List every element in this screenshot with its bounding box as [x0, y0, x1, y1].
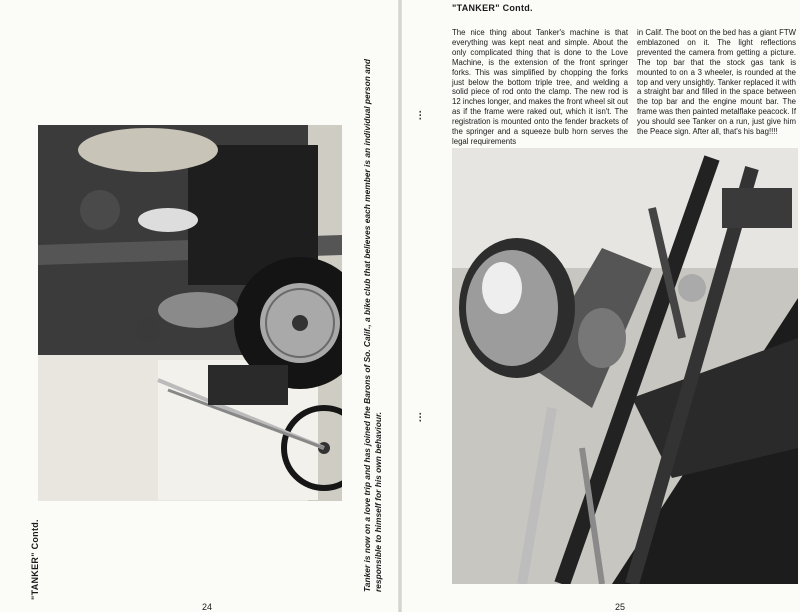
right-page-number: 25 [615, 602, 626, 612]
article-column-2: in Calif. The boot on the bed has a giant FTW emblazoned on it. The light reflections prevented the camera from getting a picture. The top bar that the stock gas tank is mounted to on a 3 wheeler, is rounded at the top and very unsightly. Tanker replaced it with a straight bar and filled in the space between the top bar and the engine mount bar. The frame was then painted metalflake peacock. If you should see Tanker on a run, just give him the Peace sign. After all, that's his bag!!!! [637, 28, 796, 137]
headlight-closeup-photo [452, 148, 798, 584]
trike-side-photo [38, 125, 342, 501]
trike-photo-illustration [38, 125, 342, 501]
right-contd-label: "TANKER" Contd. [452, 3, 533, 13]
print-mark: ⁝ [418, 411, 423, 426]
article-column-1: The nice thing about Tanker's machine is that everything was kept neat and simple. About the only complicated thing that is done to the Love Machine, is the extension of the front springer forks. This was simplified by chopping the forks just below the bottom triple tree, and welding a solid piece of rod onto the clamp. The new rod is 12 inches longer, and makes the front wheel sit out as if the frame were raked out, which it isn't. The registration is mounted onto the fender brackets of the springer and a squeeze bulb horn serves the legal requirements [452, 28, 628, 146]
headlight-photo-illustration [452, 148, 798, 584]
left-contd-label: "TANKER" Contd. [30, 519, 40, 600]
left-page-number: 24 [202, 602, 213, 612]
print-mark: ⁝ [418, 109, 423, 124]
photo-caption: Tanker is now on a love trip and has joined the Barons of So. Calif., a bike club that believes each member is an individual person and responsible to himself for his own behaviour. [362, 58, 383, 592]
